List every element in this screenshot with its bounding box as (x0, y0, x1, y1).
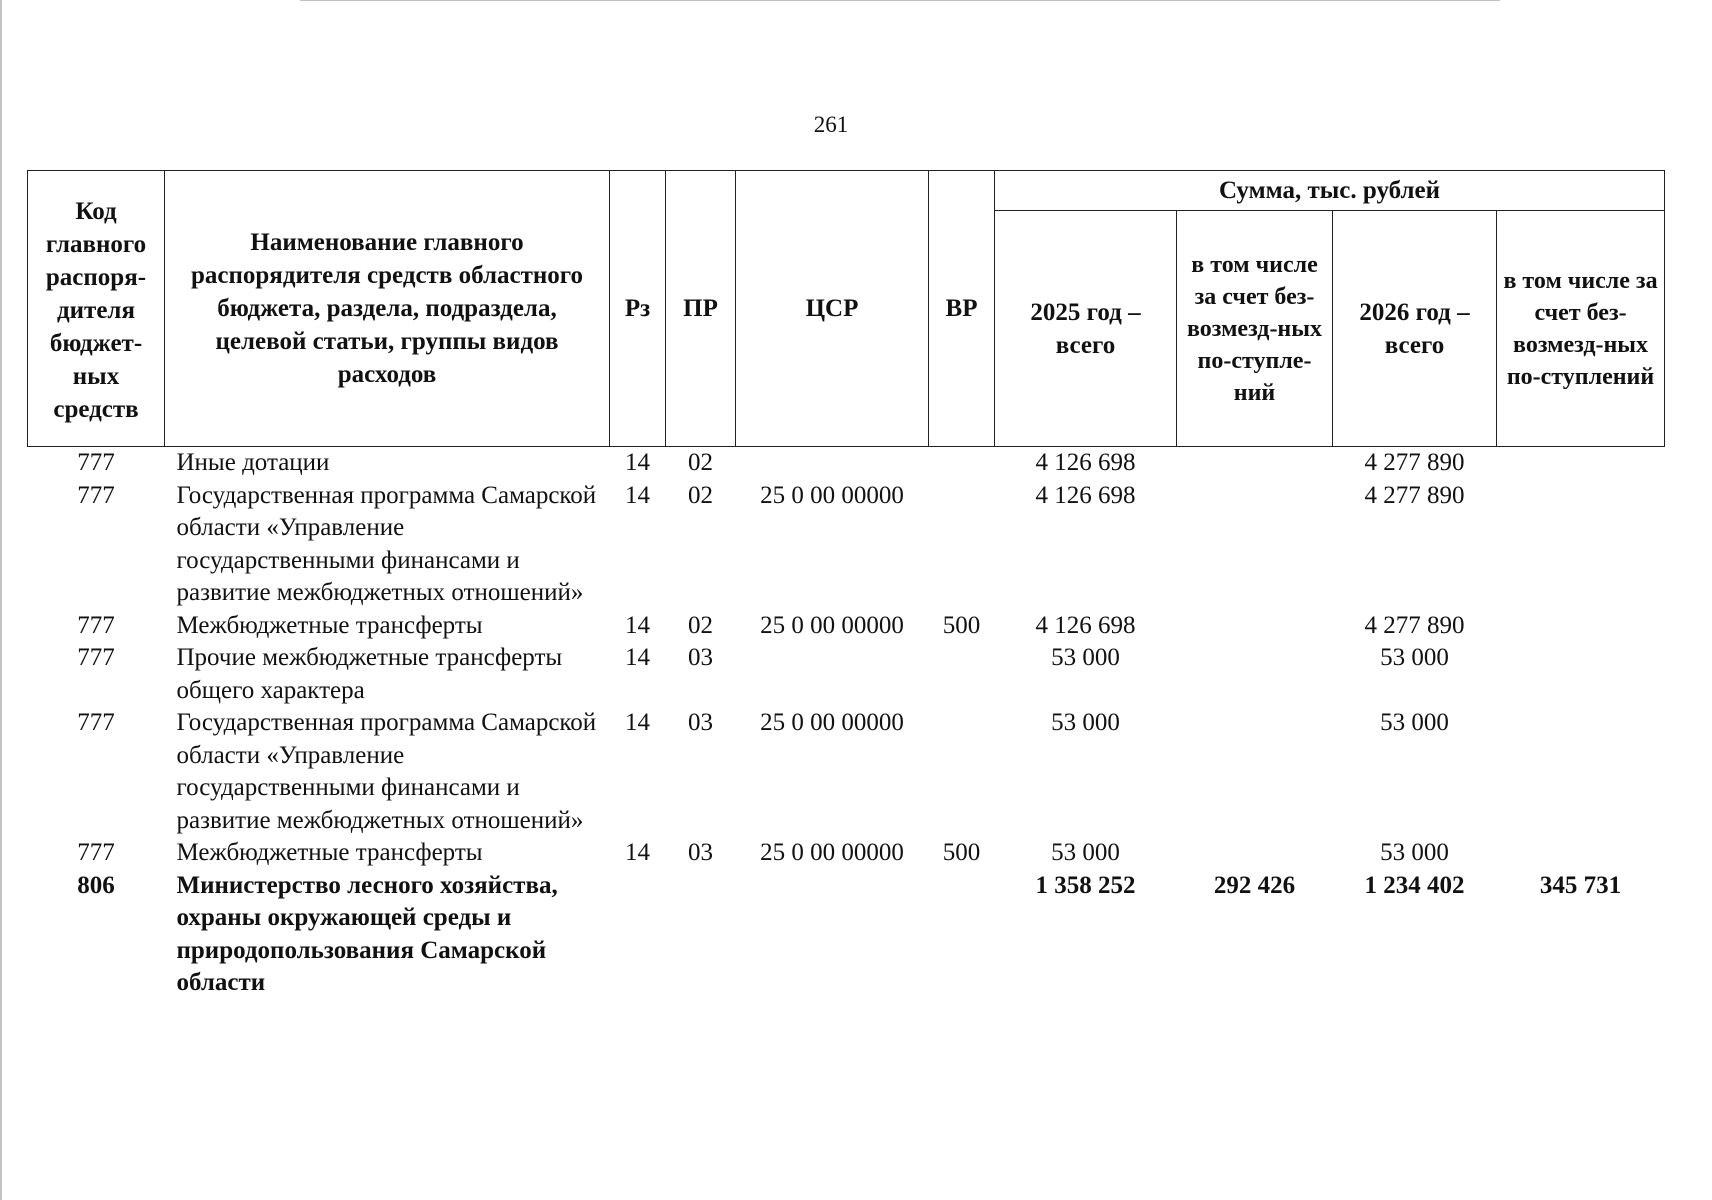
row-2025-total: 4 126 698 (1035, 449, 1136, 476)
row-name: Прочие межбюджетные трансферты общего характера (176, 644, 563, 704)
row-vr (929, 642, 995, 707)
row-name: Межбюджетные трансферты (176, 839, 483, 866)
row-vr (929, 707, 995, 837)
scan-edge (0, 0, 2, 1200)
row-vr (929, 447, 995, 480)
row-csr (736, 870, 929, 1000)
row-pr: 02 (688, 481, 713, 509)
row-2025-total: 4 126 698 (1035, 481, 1136, 509)
row-vr: 500 (942, 839, 981, 866)
row-2025-grant (1177, 480, 1333, 610)
row-2025-total: 53 000 (1051, 709, 1120, 736)
row-rz: 14 (625, 449, 650, 476)
row-code: 777 (77, 644, 115, 671)
row-code: 777 (77, 839, 115, 866)
row-2026-total: 4 277 890 (1364, 481, 1465, 509)
page-number: 261 (813, 112, 849, 137)
row-2025-grant (1177, 447, 1333, 480)
table-row (28, 837, 1665, 870)
row-name: Межбюджетные трансферты (176, 611, 483, 639)
row-rz: 14 (625, 839, 650, 866)
row-csr: 25 0 00 00000 (760, 839, 904, 866)
row-2026-total: 53 000 (1380, 644, 1449, 671)
table-header (28, 171, 1665, 447)
row-pr: 03 (688, 709, 713, 736)
header-2026-grant: в том числе за счет без-возмезд-ных по-ступлений (1497, 211, 1665, 447)
table-row (28, 610, 1665, 643)
row-pr: 03 (688, 644, 713, 671)
row-csr (736, 642, 929, 707)
row-2026-total: 4 277 890 (1364, 611, 1465, 639)
row-2026-total: 53 000 (1380, 839, 1449, 866)
header-code: Код главного распоря-дителя бюджет-ных средств (28, 171, 165, 447)
table-body (28, 447, 1665, 1000)
row-rz: 14 (625, 644, 650, 671)
row-code: 777 (77, 449, 115, 476)
table-row (28, 707, 1665, 837)
row-2026-grant (1497, 610, 1665, 643)
row-pr: 02 (688, 611, 713, 639)
row-name: Государственная программа Самарской области «Управление государственными финансами и развитие межбюджетных отношений» (176, 709, 597, 834)
row-csr: 25 0 00 00000 (760, 481, 904, 509)
row-csr: 25 0 00 00000 (760, 709, 904, 736)
row-csr: 25 0 00 00000 (760, 611, 904, 639)
row-2026-total: 4 277 890 (1364, 449, 1465, 476)
header-rz: Рз (610, 171, 666, 447)
row-code: 806 (77, 871, 115, 899)
header-pr: ПР (666, 171, 736, 447)
row-2025-total: 1 358 252 (1035, 871, 1136, 899)
header-2025-total: 2025 год – всего (995, 211, 1177, 447)
row-rz: 14 (625, 709, 650, 736)
row-vr (929, 480, 995, 610)
row-vr: 500 (942, 611, 981, 639)
scan-top-edge (300, 0, 1500, 1)
row-code: 777 (77, 709, 115, 736)
header-2025-grant: в том числе за счет без-возмезд-ных по-ступле-ний (1177, 211, 1333, 447)
header-2026-total: 2026 год – всего (1333, 211, 1497, 447)
row-2025-total: 4 126 698 (1035, 611, 1136, 639)
row-name: Иные дотации (176, 449, 330, 476)
row-rz (610, 870, 666, 1000)
header-sum-group: Сумма, тыс. рублей (995, 171, 1665, 211)
row-2025-total: 53 000 (1051, 839, 1120, 866)
row-2025-grant (1177, 707, 1333, 837)
row-code: 777 (77, 611, 115, 639)
table-row (28, 642, 1665, 707)
table-row (28, 480, 1665, 610)
row-2026-grant (1497, 447, 1665, 480)
row-pr (666, 870, 736, 1000)
row-rz: 14 (625, 611, 650, 639)
row-name: Министерство лесного хозяйства, охраны окружающей среды и природопользования Самарской области (176, 871, 558, 996)
row-pr: 02 (688, 449, 713, 476)
row-2025-grant (1177, 610, 1333, 643)
row-rz: 14 (625, 481, 650, 509)
table-row (28, 447, 1665, 480)
header-name: Наименование главного распорядителя средств областного бюджета, раздела, подраздела, целевой статьи, группы видов расходов (165, 171, 610, 447)
table-row (28, 870, 1665, 1000)
row-2025-total: 53 000 (1051, 644, 1120, 671)
row-pr: 03 (688, 839, 713, 866)
row-2025-grant (1177, 837, 1333, 870)
row-2025-grant: 292 426 (1213, 871, 1296, 899)
row-csr (736, 447, 929, 480)
row-2026-grant (1497, 642, 1665, 707)
row-code: 777 (77, 481, 115, 509)
row-name: Государственная программа Самарской области «Управление государственными финансами и развитие межбюджетных отношений» (176, 481, 597, 606)
row-2026-grant (1497, 837, 1665, 870)
row-2025-grant (1177, 642, 1333, 707)
row-vr (929, 870, 995, 1000)
row-2026-grant (1497, 707, 1665, 837)
row-2026-total: 53 000 (1380, 709, 1449, 736)
row-2026-grant: 345 731 (1539, 871, 1622, 899)
row-2026-grant (1497, 480, 1665, 610)
row-2026-total: 1 234 402 (1364, 871, 1465, 899)
budget-table (27, 170, 1665, 1000)
header-csr: ЦСР (736, 171, 929, 447)
header-vr: ВР (929, 171, 995, 447)
